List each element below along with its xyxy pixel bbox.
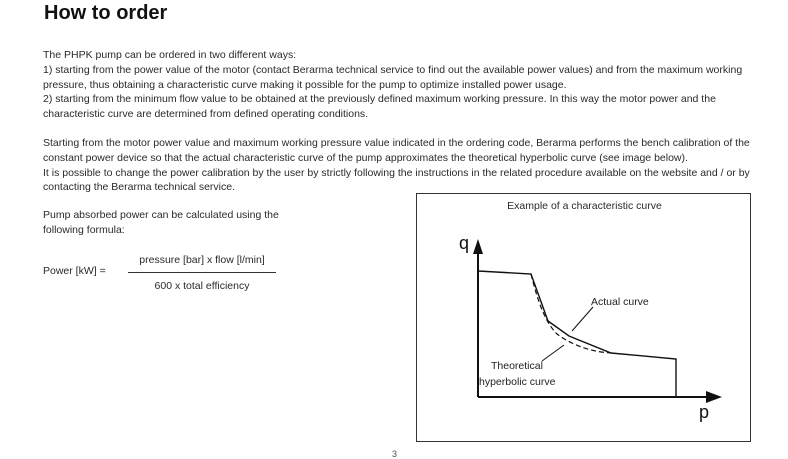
formula-fraction-bar <box>128 272 276 273</box>
page-title: How to order <box>44 2 168 24</box>
y-axis-arrowhead <box>473 239 483 254</box>
formula-denominator: 600 x total efficiency <box>154 280 250 292</box>
characteristic-curve-figure <box>416 193 751 442</box>
theoretical-curve-label-line-2: hyperbolic curve <box>479 376 556 388</box>
characteristic-curve-diagram <box>417 194 752 443</box>
actual-curve-label: Actual curve <box>591 296 649 308</box>
intro-line-3: 2) starting from the minimum flow value to be obtained at the previously defined maximum working pressure. In this way the motor power and the characteristic curve are determined from defined operating conditions. <box>43 93 716 121</box>
formula-label: Power [kW] = <box>43 265 106 277</box>
intro-line-2: 1) starting from the power value of the motor (contact Berarma technical service to find out the available power values) and from the maximum working pressure, thus obtaining a characteristic curve making it possible for the pump to optimize installed power usage. <box>43 63 743 91</box>
theoretical-curve <box>531 274 611 353</box>
calibration-line-1: Starting from the motor power value and maximum working pressure value indicated in the ordering code, Berarma performs the bench calibration of the constant power device so that the actual characteristic curve of the pump approximates the theoretical hyperbolic curve (see image below). <box>43 137 750 164</box>
theoretical-curve-label-line-1: Theoretical <box>491 360 543 372</box>
y-axis-label: q <box>459 233 470 253</box>
calibration-paragraph <box>43 136 758 195</box>
figure-title: Example of a characteristic curve <box>507 200 662 212</box>
intro-paragraph <box>43 48 758 122</box>
intro-line-1: The PHPK pump can be ordered in two different ways: <box>43 49 297 61</box>
calibration-line-2: It is possible to change the power calibration by the user by strictly following the instructions in the related procedure available on the website and / or by contacting the Berarma technical service. <box>43 166 750 194</box>
actual-curve-leader <box>572 307 593 331</box>
x-axis-label: p <box>699 402 710 422</box>
formula-intro: Pump absorbed power can be calculated using the following formula: <box>43 209 279 236</box>
page-number: 3 <box>392 449 398 459</box>
formula-numerator: pressure [bar] x flow [l/min] <box>139 254 265 266</box>
theoretical-curve-leader <box>542 345 564 361</box>
